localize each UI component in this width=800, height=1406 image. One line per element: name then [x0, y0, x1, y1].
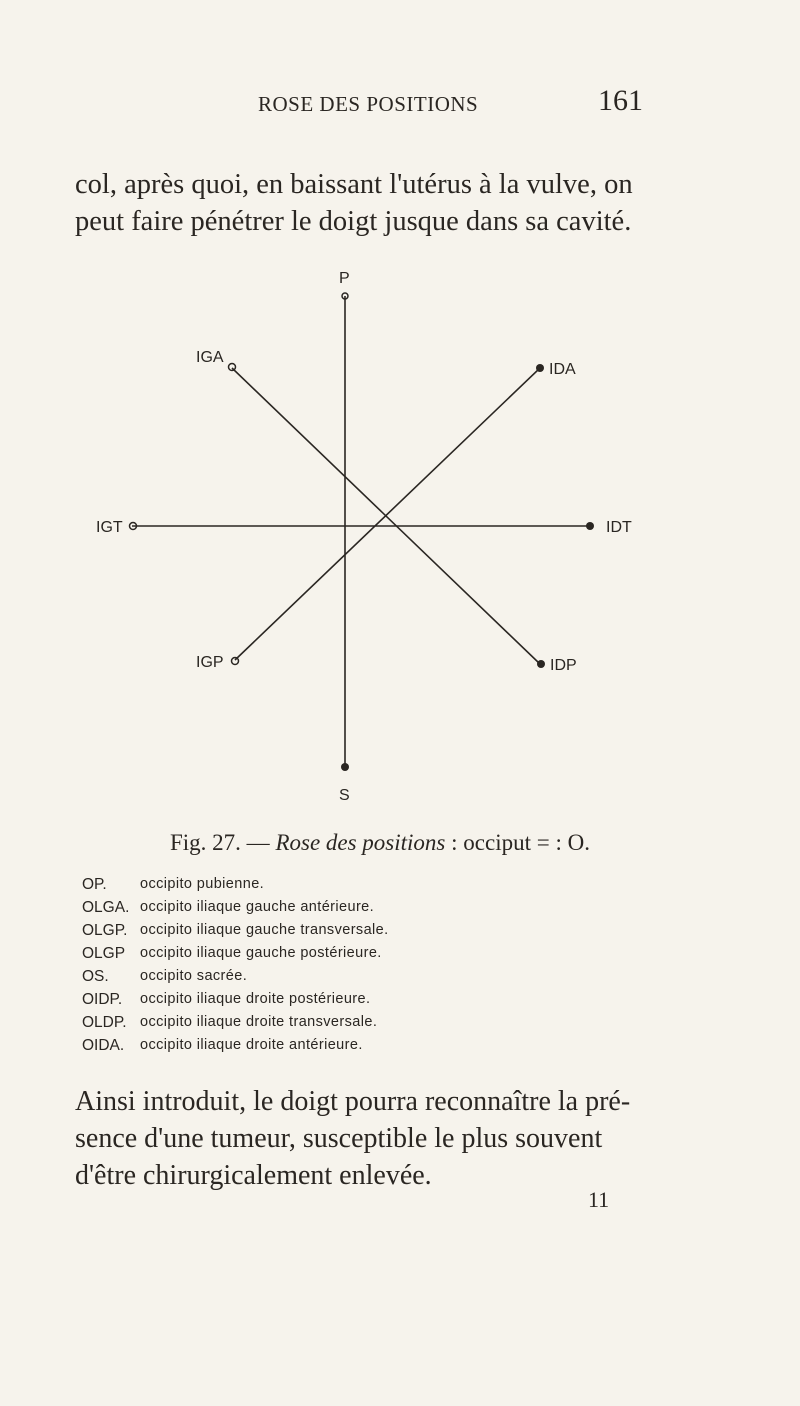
- legend-desc: occipito pubienne.: [140, 876, 265, 892]
- running-title: ROSE DES POSITIONS: [258, 92, 479, 116]
- legend-abbr: OIDA.: [82, 1037, 125, 1054]
- figure-legend: [82, 873, 682, 1057]
- marker-igp: [232, 658, 239, 665]
- text-line: col, après quoi, en baissant l'utérus à la vulve, on: [75, 169, 633, 200]
- figure-caption: [170, 830, 590, 856]
- caption-rest: : occiput = : O.: [451, 830, 590, 855]
- text-line: peut faire pénétrer le doigt jusque dans sa cavité.: [75, 206, 632, 237]
- label-igt: IGT: [96, 519, 123, 536]
- label-idp: IDP: [550, 657, 577, 674]
- legend-item: [82, 919, 682, 942]
- legend-abbr: OLDP.: [82, 1014, 127, 1031]
- legend-desc: occipito iliaque gauche transversale.: [140, 922, 389, 938]
- marker-idt: [586, 522, 594, 530]
- legend-desc: occipito iliaque droite transversale.: [140, 1014, 378, 1030]
- signature-mark: 11: [588, 1187, 610, 1212]
- marker-iga: [229, 364, 236, 371]
- legend-item: [82, 965, 682, 988]
- caption-fig-number: Fig. 27. —: [170, 830, 270, 855]
- legend-abbr: OLGP.: [82, 922, 128, 939]
- legend-item: [82, 1011, 682, 1034]
- legend-item: [82, 1034, 682, 1057]
- legend-abbr: OIDP.: [82, 991, 123, 1008]
- marker-s: [341, 763, 349, 771]
- legend-desc: occipito iliaque droite antérieure.: [140, 1037, 363, 1053]
- label-iga: IGA: [196, 349, 224, 366]
- text-line: sence d'une tumeur, susceptible le plus souvent: [75, 1123, 603, 1154]
- legend-desc: occipito iliaque gauche antérieure.: [140, 899, 375, 915]
- text-line: Ainsi introduit, le doigt pourra reconnaître la pré-: [75, 1086, 631, 1117]
- legend-item: [82, 942, 682, 965]
- text-line: d'être chirurgicalement enlevée.: [75, 1160, 432, 1191]
- legend-desc: occipito sacrée.: [140, 968, 248, 984]
- label-ida: IDA: [549, 361, 576, 378]
- paragraph-bottom: [75, 1083, 725, 1194]
- axis-diagonal-ida-igp: [235, 368, 540, 660]
- legend-item: [82, 988, 682, 1011]
- legend-abbr: OS.: [82, 968, 109, 985]
- label-s: S: [339, 787, 350, 804]
- label-igp: IGP: [196, 654, 224, 671]
- caption-title: Rose des positions: [275, 830, 446, 855]
- legend-abbr: OP.: [82, 876, 107, 893]
- legend-item: [82, 873, 682, 896]
- legend-item: [82, 896, 682, 919]
- label-p: P: [339, 270, 350, 287]
- legend-abbr: OLGP: [82, 945, 126, 962]
- label-idt: IDT: [606, 519, 632, 536]
- legend-desc: occipito iliaque gauche postérieure.: [140, 945, 382, 961]
- legend-abbr: OLGA.: [82, 899, 130, 916]
- legend-desc: occipito iliaque droite postérieure.: [140, 991, 371, 1007]
- page-number: 161: [598, 84, 643, 117]
- marker-ida: [536, 364, 544, 372]
- marker-idp: [537, 660, 545, 668]
